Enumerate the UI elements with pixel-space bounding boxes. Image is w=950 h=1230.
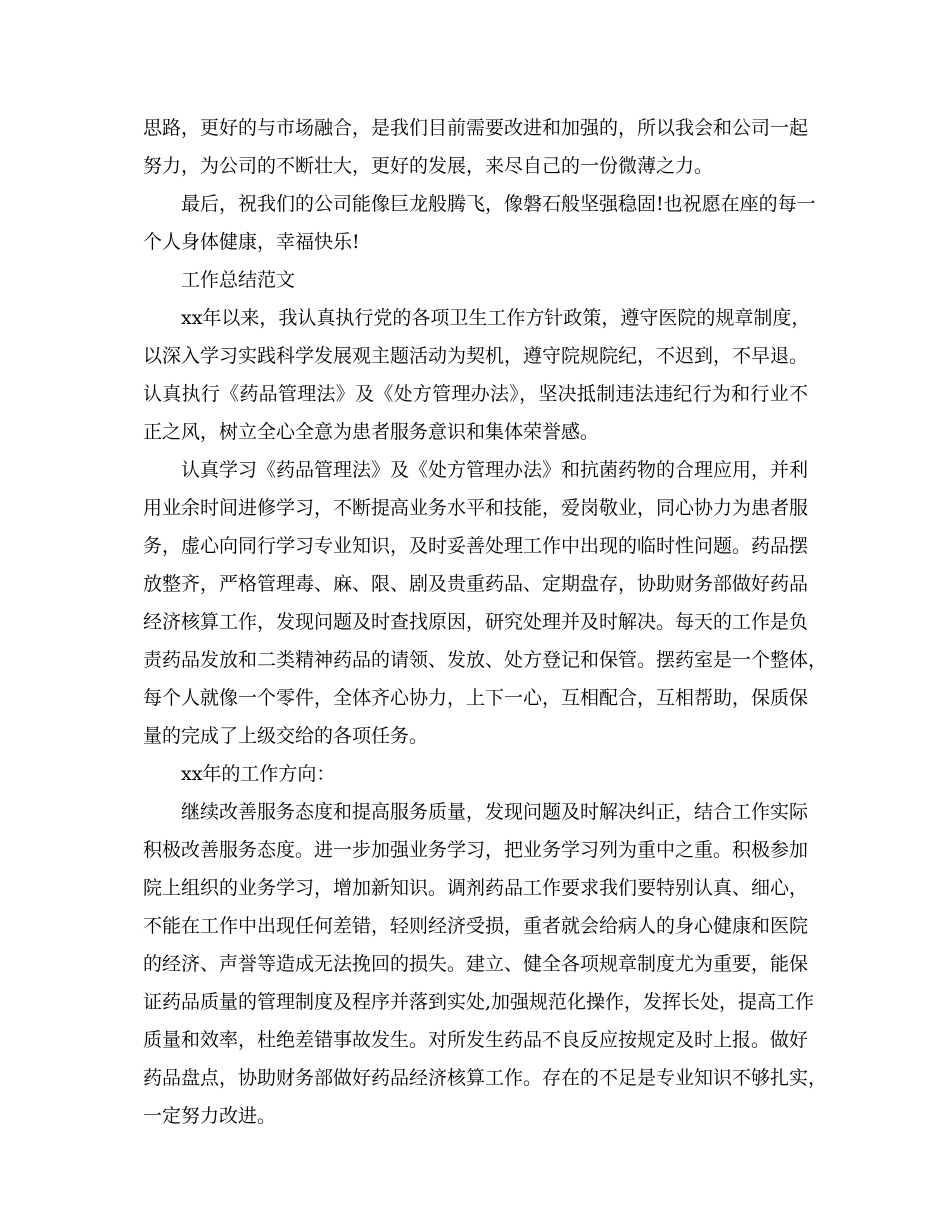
body-text-line: 质量和效率，杜绝差错事故发生。对所发生药品不良反应按规定及时上报。做好 [143, 1029, 809, 1051]
body-text-line: 一定努力改进。 [143, 1105, 277, 1127]
body-text-line: 以深入学习实践科学发展观主题活动为契机，遵守院规院纪，不迟到，不早退。 [143, 345, 809, 367]
body-text-line: 责药品发放和二类精神药品的请领、发放、处方登记和保管。摆药室是一个整体， [143, 649, 828, 671]
body-text-line: 最后，祝我们的公司能像巨龙般腾飞，像磐石般坚强稳固!也祝愿在座的每一 [181, 193, 816, 215]
body-text-line: 用业余时间进修学习，不断提高业务水平和技能，爱岗敬业，同心协力为患者服 [143, 497, 809, 519]
body-text-line: 务，虚心向同行学习专业知识，及时妥善处理工作中出现的临时性问题。药品摆 [143, 535, 809, 557]
body-text-line: 量的完成了上级交给的各项任务。 [143, 725, 429, 747]
body-text-line: 努力，为公司的不断壮大，更好的发展，来尽自己的一份微薄之力。 [143, 155, 714, 177]
body-text-line: 每个人就像一个零件，全体齐心协力，上下一心，互相配合，互相帮助，保质保 [143, 687, 809, 709]
body-text-line: 的经济、声誉等造成无法挽回的损失。建立、健全各项规章制度尤为重要，能保 [143, 953, 809, 975]
body-text-line: 个人身体健康，幸福快乐! [143, 231, 360, 253]
body-text-line: 正之风，树立全心全意为患者服务意识和集体荣誉感。 [143, 421, 600, 443]
section-heading: 工作总结范文 [181, 269, 296, 291]
body-text-line: 认真执行《药品管理法》及《处方管理办法》，坚决抵制违法违纪行为和行业不 [143, 383, 808, 405]
body-text-line: 认真学习《药品管理法》及《处方管理办法》和抗菌药物的合理应用，并利 [181, 459, 809, 481]
body-text-line: 不能在工作中出现任何差错，轻则经济受损，重者就会给病人的身心健康和医院 [143, 915, 809, 937]
body-text-line: 继续改善服务态度和提高服务质量，发现问题及时解决纠正，结合工作实际 [181, 801, 809, 823]
body-text-line: 药品盘点，协助财务部做好药品经济核算工作。存在的不足是专业知识不够扎实， [143, 1067, 828, 1089]
section-heading: xx年的工作方向： [181, 763, 336, 785]
body-text-line: 积极改善服务态度。进一步加强业务学习，把业务学习列为重中之重。积极参加 [143, 839, 809, 861]
body-text-line: 院上组织的业务学习，增加新知识。调剂药品工作要求我们要特别认真、细心， [143, 877, 809, 899]
body-text-line: 证药品质量的管理制度及程序并落到实处,加强规范化操作，发挥长处，提高工作 [143, 991, 815, 1013]
body-text-line: xx年以来，我认真执行党的各项卫生工作方针政策，遵守医院的规章制度， [181, 307, 811, 329]
body-text-line: 思路，更好的与市场融合，是我们目前需要改进和加强的，所以我会和公司一起 [143, 117, 809, 139]
body-text-line: 经济核算工作，发现问题及时查找原因，研究处理并及时解决。每天的工作是负 [143, 611, 809, 633]
body-text-line: 放整齐，严格管理毒、麻、限、剧及贵重药品、定期盘存，协助财务部做好药品 [143, 573, 809, 595]
